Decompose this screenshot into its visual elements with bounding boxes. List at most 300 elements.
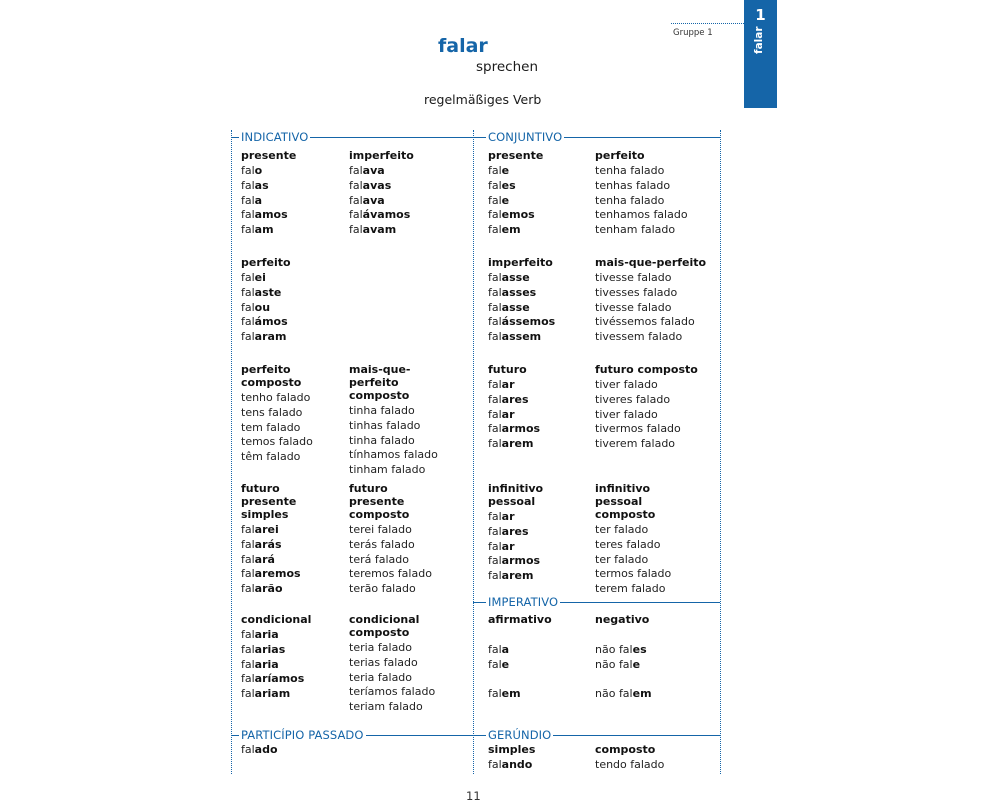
form-ending: em — [501, 687, 521, 701]
form-ending: arão — [254, 582, 283, 596]
verb-form — [488, 643, 588, 658]
form-stem: fal — [488, 285, 502, 299]
form-ending: as — [254, 178, 269, 192]
form-ending: ará — [254, 552, 275, 566]
verb-form — [241, 421, 345, 436]
verb-form — [241, 628, 341, 643]
tense-conj-imperfeito — [488, 256, 588, 345]
verb-form — [488, 628, 588, 643]
verb-form — [349, 656, 471, 671]
form-stem: tivesse falado — [595, 271, 672, 284]
form-stem: terias falado — [349, 655, 418, 669]
verb-form — [595, 286, 713, 301]
section-participio — [231, 729, 473, 741]
verb-form — [488, 223, 588, 238]
form-stem: teriam falado — [349, 700, 423, 714]
section-label: PARTICÍPIO PASSADO — [241, 728, 364, 742]
form-ending: ar — [501, 539, 515, 553]
tense-ind-futuro-simples — [241, 482, 337, 597]
verb-form — [241, 164, 341, 179]
form-stem: fal — [488, 758, 502, 771]
form-ending: es — [501, 178, 516, 192]
form-ending: e — [501, 164, 510, 177]
tense-inf-pessoal — [488, 482, 592, 584]
verb-form — [595, 301, 713, 316]
verb-form — [488, 658, 588, 673]
form-stem: fal — [241, 223, 255, 237]
section-gerundio — [473, 729, 720, 741]
form-stem: temos falado — [241, 435, 313, 449]
form-ending: aríamos — [254, 672, 305, 686]
form-stem: fal — [488, 554, 502, 568]
form-stem: teres falado — [595, 537, 661, 551]
form-ending: em — [501, 223, 521, 237]
form-stem: tivessem falado — [595, 330, 683, 344]
form-ending: ávamos — [362, 208, 411, 222]
form-stem: terão falado — [349, 582, 416, 596]
form-stem: fal — [241, 178, 255, 192]
verb-form — [241, 672, 341, 687]
form-ending: aram — [254, 330, 287, 344]
tense-imp-afirmativo — [488, 613, 588, 702]
form-ending: arias — [254, 642, 286, 656]
tense-heading: negativo — [595, 613, 650, 626]
verb-form — [349, 567, 445, 582]
form-stem: terem falado — [595, 582, 666, 596]
verb-form — [595, 437, 713, 452]
form-stem: tens falado — [241, 405, 303, 419]
form-stem: fal — [488, 657, 502, 671]
form-ending: ava — [362, 193, 385, 207]
form-stem: fal — [241, 193, 255, 207]
form-stem: fal — [241, 537, 255, 551]
verb-form — [349, 223, 467, 238]
tense-ind-condicional-composto — [349, 613, 471, 715]
form-stem: fal — [241, 164, 255, 177]
section-label: CONJUNTIVO — [488, 130, 563, 144]
form-stem: fal — [488, 271, 502, 284]
verb-form — [488, 208, 588, 223]
form-stem: fal — [241, 552, 255, 566]
frame-middle-line — [473, 130, 474, 774]
verb-form — [349, 194, 467, 209]
verb-form — [595, 194, 713, 209]
form-stem: tinha falado — [349, 404, 415, 417]
form-ending: am — [254, 223, 274, 237]
verb-form — [241, 391, 345, 406]
form-stem: tiver falado — [595, 378, 658, 391]
section-conjuntivo — [473, 131, 720, 143]
form-stem: tem falado — [241, 420, 301, 434]
verb-form — [488, 194, 588, 209]
verb-form — [241, 315, 341, 330]
form-stem: fal — [349, 164, 363, 177]
verb-form — [349, 523, 445, 538]
verb-form — [595, 330, 713, 345]
verb-form — [595, 378, 713, 393]
verb-form — [349, 208, 467, 223]
tense-heading: futuro presente composto — [349, 482, 410, 521]
form-ending: ava — [362, 164, 385, 177]
form-ending: asse — [501, 300, 530, 314]
tense-heading: perfeito — [595, 149, 645, 162]
form-stem: fal — [488, 330, 502, 344]
verb-form — [595, 758, 713, 773]
form-stem: terei falado — [349, 523, 412, 536]
verb-form — [488, 687, 588, 702]
form-stem: tinham falado — [349, 463, 426, 477]
verb-form — [349, 553, 445, 568]
form-stem: têm falado — [241, 450, 301, 464]
verb-form — [241, 450, 345, 465]
page-number: 11 — [466, 789, 481, 803]
verb-form — [595, 658, 713, 673]
verb-form — [488, 330, 588, 345]
form-stem: fal — [241, 743, 255, 756]
form-ending: ado — [254, 743, 278, 756]
section-label: GERÚNDIO — [488, 728, 552, 742]
form-stem: tenham falado — [595, 223, 676, 237]
section-label: IMPERATIVO — [488, 595, 559, 609]
form-stem: tiveres falado — [595, 392, 671, 406]
verb-form — [595, 628, 713, 643]
tense-ind-perfeito-composto — [241, 363, 345, 465]
form-stem: teria falado — [349, 641, 413, 654]
form-ending: aste — [254, 285, 282, 299]
form-stem: fal — [488, 178, 502, 192]
tense-heading: infinitivo pessoal — [488, 482, 544, 508]
verb-form — [241, 330, 341, 345]
verb-form — [595, 643, 713, 658]
verb-form — [241, 658, 341, 673]
verb-form — [241, 301, 341, 316]
verb-form — [349, 179, 467, 194]
form-stem: ter falado — [595, 552, 649, 566]
tense-ger-simples — [488, 743, 588, 773]
verb-form — [241, 223, 341, 238]
form-stem: fal — [488, 569, 502, 583]
form-ending: ando — [501, 758, 533, 771]
form-stem: fal — [241, 628, 255, 641]
verb-form — [595, 538, 695, 553]
verb-form — [488, 164, 588, 179]
verb-form — [349, 434, 453, 449]
verb-form — [595, 422, 713, 437]
section-imperativo — [473, 596, 720, 608]
form-stem: tenho falado — [241, 391, 311, 404]
tense-heading: condicional composto — [349, 613, 420, 639]
form-stem: tenha falado — [595, 193, 665, 207]
form-stem: fal — [241, 523, 255, 536]
verb-form — [349, 463, 453, 478]
form-ending: aria — [254, 657, 279, 671]
form-ending: asse — [501, 271, 530, 284]
verb-form — [349, 164, 467, 179]
form-ending: ar — [501, 510, 515, 523]
verb-form — [488, 301, 588, 316]
tense-conj-futuro — [488, 363, 588, 452]
form-stem: fal — [349, 178, 363, 192]
verb-form — [595, 567, 695, 582]
tense-heading: imperfeito — [488, 256, 553, 269]
form-stem: tenhas falado — [595, 178, 671, 192]
verb-form — [595, 164, 713, 179]
verb-form — [488, 179, 588, 194]
form-stem: tinhas falado — [349, 418, 421, 432]
form-ending: avas — [362, 178, 392, 192]
form-stem: fal — [241, 285, 255, 299]
form-stem: fal — [488, 437, 502, 451]
form-ending: avam — [362, 223, 397, 237]
form-ending: e — [501, 193, 510, 207]
verb-form — [488, 393, 588, 408]
form-stem: fal — [349, 193, 363, 207]
form-stem: fal — [488, 510, 502, 523]
tense-ind-presente — [241, 149, 341, 238]
form-stem: tenha falado — [595, 164, 665, 177]
form-stem: tinha falado — [349, 433, 415, 447]
form-ending: arei — [254, 523, 279, 536]
form-ending: ámos — [254, 315, 288, 329]
form-stem: fal — [241, 657, 255, 671]
verb-form — [241, 523, 337, 538]
verb-form — [349, 538, 445, 553]
form-stem: fal — [488, 164, 502, 177]
verb-title: falar — [438, 35, 488, 57]
form-stem: tínhamos falado — [349, 448, 438, 462]
verb-form — [488, 525, 592, 540]
form-ending: aria — [254, 628, 279, 641]
tense-heading: mais-que-perfeito composto — [349, 363, 411, 402]
tense-heading: mais-que-perfeito — [595, 256, 707, 269]
verb-form — [241, 208, 341, 223]
tense-ger-composto — [595, 743, 713, 773]
verb-form — [595, 315, 713, 330]
verb-form — [488, 408, 588, 423]
verb-form — [595, 408, 713, 423]
tense-imp-negativo — [595, 613, 713, 702]
form-ending: ássemos — [501, 315, 556, 329]
section-indicativo — [231, 131, 473, 143]
verb-form — [241, 567, 337, 582]
form-stem: terás falado — [349, 537, 415, 551]
verb-form — [241, 582, 337, 597]
verb-form — [349, 419, 453, 434]
form-stem: teria falado — [349, 670, 413, 684]
verb-form — [241, 194, 341, 209]
tense-heading: afirmativo — [488, 613, 552, 626]
form-stem: fal — [241, 315, 255, 329]
verb-form — [241, 743, 341, 758]
group-label: Gruppe 1 — [673, 28, 713, 38]
form-ending: armos — [501, 422, 541, 436]
tense-heading: presente — [241, 149, 297, 162]
form-ending: o — [254, 164, 263, 177]
form-stem: fal — [488, 315, 502, 329]
section-label: INDICATIVO — [241, 130, 309, 144]
form-ending: ei — [254, 271, 266, 284]
form-ending: e — [632, 657, 641, 671]
form-stem: fal — [488, 193, 502, 207]
verb-form — [349, 448, 453, 463]
form-stem: teríamos falado — [349, 685, 436, 699]
verb-form — [595, 393, 713, 408]
tense-conj-perfeito — [595, 149, 713, 238]
form-ending: amos — [254, 208, 288, 222]
form-stem: termos falado — [595, 567, 672, 581]
tense-heading: futuro — [488, 363, 527, 376]
verb-form — [241, 179, 341, 194]
form-stem: fal — [241, 300, 255, 314]
form-ending: e — [501, 657, 510, 671]
form-ending: armos — [501, 554, 541, 568]
verb-form — [349, 671, 471, 686]
verb-form — [241, 435, 345, 450]
form-stem: não fal — [595, 687, 633, 701]
form-ending: ar — [501, 407, 515, 421]
verb-form — [488, 271, 588, 286]
form-stem: tivermos falado — [595, 422, 681, 436]
form-ending: asses — [501, 285, 537, 299]
verb-form — [595, 208, 713, 223]
tense-heading: futuro composto — [595, 363, 698, 376]
verb-form — [488, 672, 588, 687]
form-ending: ar — [501, 378, 515, 391]
form-stem: fal — [488, 642, 502, 656]
form-stem: tivesses falado — [595, 285, 678, 299]
form-stem: tivéssemos falado — [595, 315, 695, 329]
verb-form — [595, 582, 695, 597]
form-stem: fal — [488, 407, 502, 421]
verb-form — [349, 404, 453, 419]
verb-form — [595, 179, 713, 194]
verb-form — [241, 643, 341, 658]
verb-form — [349, 641, 471, 656]
form-ending: arás — [254, 537, 282, 551]
form-stem: fal — [488, 378, 502, 391]
verb-form — [488, 510, 592, 525]
verb-form — [488, 286, 588, 301]
tense-heading: imperfeito — [349, 149, 414, 162]
frame-left-line — [231, 130, 232, 774]
verb-form — [349, 685, 471, 700]
verb-form — [595, 553, 695, 568]
verb-form — [595, 672, 713, 687]
form-stem: fal — [488, 223, 502, 237]
verb-form — [241, 406, 345, 421]
verb-form — [349, 582, 445, 597]
form-ending: es — [632, 642, 647, 656]
form-stem: teremos falado — [349, 567, 432, 581]
verb-form — [349, 700, 471, 715]
form-stem: fal — [241, 687, 255, 701]
form-stem: fal — [349, 208, 363, 222]
verb-form — [241, 687, 341, 702]
form-stem: fal — [241, 582, 255, 596]
form-stem: fal — [349, 223, 363, 237]
frame-right-line — [720, 130, 721, 774]
tense-inf-pessoal-composto — [595, 482, 695, 597]
form-ending: ou — [254, 300, 271, 314]
form-stem: fal — [241, 271, 255, 284]
verb-form — [595, 687, 713, 702]
verb-form — [241, 538, 337, 553]
verb-form — [595, 523, 695, 538]
verb-form — [595, 223, 713, 238]
form-stem: fal — [241, 208, 255, 222]
tense-heading: perfeito composto — [241, 363, 302, 389]
verb-form — [488, 378, 588, 393]
form-ending: em — [632, 687, 652, 701]
verb-form — [595, 271, 713, 286]
form-ending: ariam — [254, 687, 291, 701]
form-stem: não fal — [595, 642, 633, 656]
tense-conj-mais-que-perfeito — [595, 256, 713, 345]
tense-heading: simples — [488, 743, 536, 756]
form-ending: ares — [501, 392, 529, 406]
verb-form — [241, 271, 341, 286]
group-divider — [671, 23, 744, 24]
tense-ind-condicional — [241, 613, 341, 702]
verb-form — [488, 422, 588, 437]
verb-form — [488, 758, 588, 773]
verb-form — [241, 553, 337, 568]
form-ending: arem — [501, 437, 534, 451]
form-stem: tenhamos falado — [595, 208, 688, 222]
form-ending: aremos — [254, 567, 301, 581]
verb-form — [488, 437, 588, 452]
form-ending: a — [501, 642, 510, 656]
form-ending: arem — [501, 569, 534, 583]
form-stem: não fal — [595, 657, 633, 671]
tense-heading: futuro presente simples — [241, 482, 297, 521]
verb-form — [241, 286, 341, 301]
form-stem: terá falado — [349, 552, 409, 566]
verb-form — [488, 315, 588, 330]
tense-heading: condicional — [241, 613, 312, 626]
form-ending: ares — [501, 524, 529, 538]
verb-form — [488, 540, 592, 555]
tense-heading: presente — [488, 149, 544, 162]
tense-ind-imperfeito — [349, 149, 467, 238]
form-stem: tendo falado — [595, 758, 665, 771]
form-stem: fal — [488, 392, 502, 406]
form-stem: fal — [488, 422, 502, 436]
verb-form — [488, 569, 592, 584]
form-stem: ter falado — [595, 523, 649, 536]
tense-ind-mais-que-perfeito-composto — [349, 363, 453, 478]
form-stem: tiverem falado — [595, 437, 676, 451]
form-stem: fal — [488, 539, 502, 553]
form-ending: assem — [501, 330, 542, 344]
tense-conj-futuro-composto — [595, 363, 713, 452]
form-stem: fal — [488, 687, 502, 701]
tense-ind-perfeito — [241, 256, 341, 345]
tense-heading: perfeito — [241, 256, 291, 269]
form-stem: fal — [241, 672, 255, 686]
tab-number: 1 — [755, 6, 766, 24]
form-stem: fal — [241, 330, 255, 344]
tense-ind-futuro-composto — [349, 482, 445, 597]
verb-type: regelmäßiges Verb — [424, 92, 542, 107]
tense-participio — [241, 743, 341, 758]
form-stem: tiver falado — [595, 407, 658, 421]
form-stem: fal — [488, 524, 502, 538]
tab-verb: falar — [753, 26, 765, 54]
form-ending: a — [254, 193, 263, 207]
tense-heading: composto — [595, 743, 656, 756]
form-ending: emos — [501, 208, 535, 222]
